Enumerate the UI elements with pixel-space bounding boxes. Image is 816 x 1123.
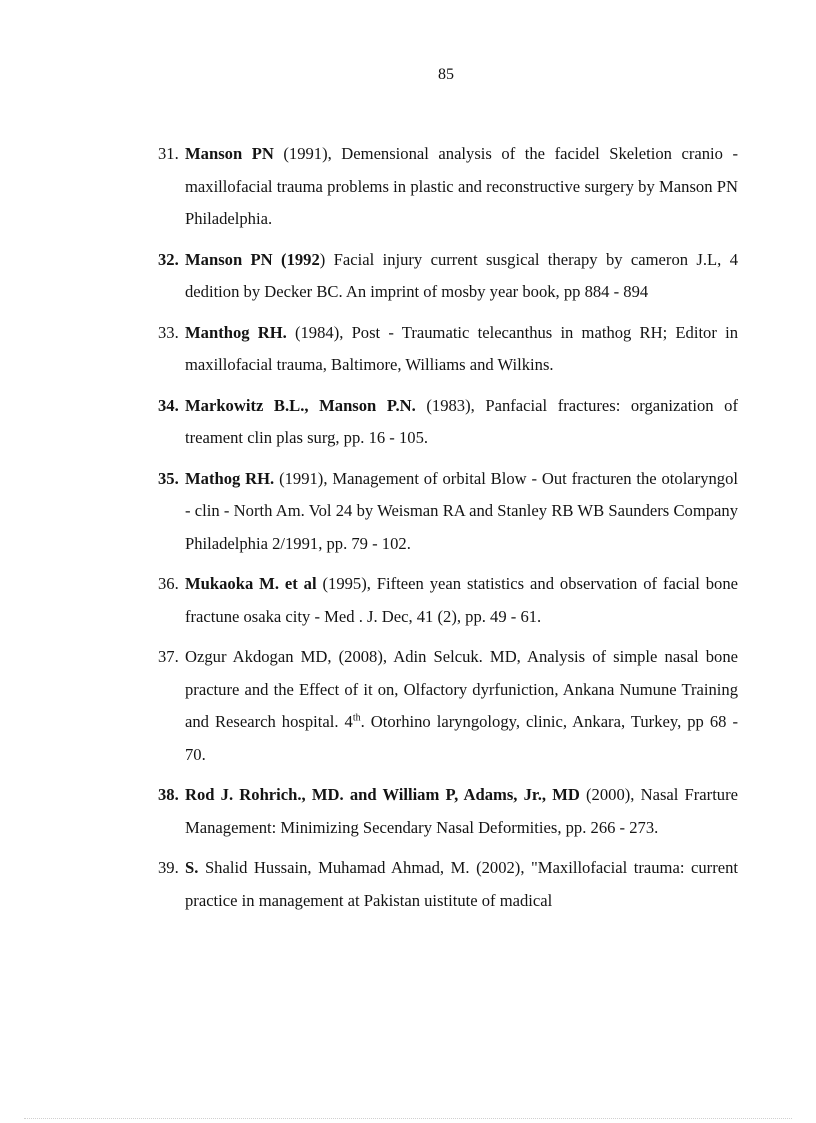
reference-item [158, 852, 738, 917]
reference-text: (1991), Management of orbital Blow - Out fracturen the otolaryngol - clin - North Am. Vol 24 by Weisman RA and Stanley RB WB Saunders Company Philadelphia 2/1991, pp. 79 - 102. [185, 468, 738, 553]
reference-number: 33. [158, 322, 179, 342]
reference-text-continued: . Otorhino laryngology, clinic, Ankara, Turkey, pp 68 - 70. [185, 712, 739, 764]
reference-item [158, 244, 738, 309]
reference-item [158, 138, 738, 236]
reference-text: (1983), Panfacial fractures: organization of treament clin plas surg, pp. 16 - 105. [185, 395, 738, 447]
reference-authors: Rod J. Rohrich., MD. and William P, Adams, Jr., MD [185, 785, 580, 804]
reference-authors: Manthog RH. [185, 322, 287, 342]
reference-text: (1995), Fifteen yean statistics and observation of facial bone fractune osaka city - Med . J. Dec, 41 (2), pp. 49 - 61. [185, 574, 738, 626]
reference-authors: Manson PN [185, 144, 274, 163]
reference-number: 39. [158, 858, 179, 877]
page-bottom-divider [24, 1118, 792, 1119]
reference-list [158, 138, 738, 925]
reference-item [158, 390, 738, 455]
page-number: 85 [438, 66, 454, 83]
reference-item [158, 641, 738, 771]
reference-authors: Mukaoka M. et al [185, 574, 317, 593]
reference-text: ) Facial injury current susgical therapy by cameron J.L, 4 dedition by Decker BC. An imprint of mosby year book, pp 884 - 894 [185, 249, 738, 301]
reference-text: (1984), Post - Traumatic telecanthus in mathog RH; Editor in maxillofacial trauma, Baltimore, Williams and Wilkins. [185, 322, 738, 374]
reference-superscript: th [352, 712, 361, 724]
reference-item [158, 568, 738, 633]
reference-authors: Manson PN (1992 [185, 249, 320, 269]
reference-number: 35. [158, 468, 179, 488]
reference-authors: Mathog RH. [185, 468, 275, 488]
reference-number: 37. [158, 647, 179, 666]
reference-text: (2000), Nasal Frarture Management: Minimizing Secendary Nasal Deformities, pp. 266 - 273. [185, 785, 738, 837]
reference-number: 32. [158, 249, 179, 269]
reference-authors: Markowitz B.L., Manson P.N. [185, 395, 416, 415]
reference-text: (1991), Demensional analysis of the facidel Skeletion cranio - maxillofacial trauma problems in plastic and reconstructive surgery by Manson PN Philadelphia. [185, 144, 738, 228]
reference-number: 36. [158, 574, 179, 593]
reference-item [158, 779, 738, 844]
reference-item [158, 463, 738, 561]
reference-authors: S. [185, 858, 199, 877]
reference-number: 38. [158, 785, 179, 804]
reference-number: 31. [158, 144, 179, 163]
reference-text: Shalid Hussain, Muhamad Ahmad, M. (2002), "Maxillofacial trauma: current practice in management at Pakistan uistitute of madical [185, 858, 738, 910]
reference-number: 34. [158, 395, 179, 415]
reference-item [158, 317, 738, 382]
reference-text: Ozgur Akdogan MD, (2008), Adin Selcuk. MD, Analysis of simple nasal bone practure and the Effect of it on, Olfactory dyrfuniction, Ankana Numune Training and Research hospital. 4 [185, 647, 738, 731]
